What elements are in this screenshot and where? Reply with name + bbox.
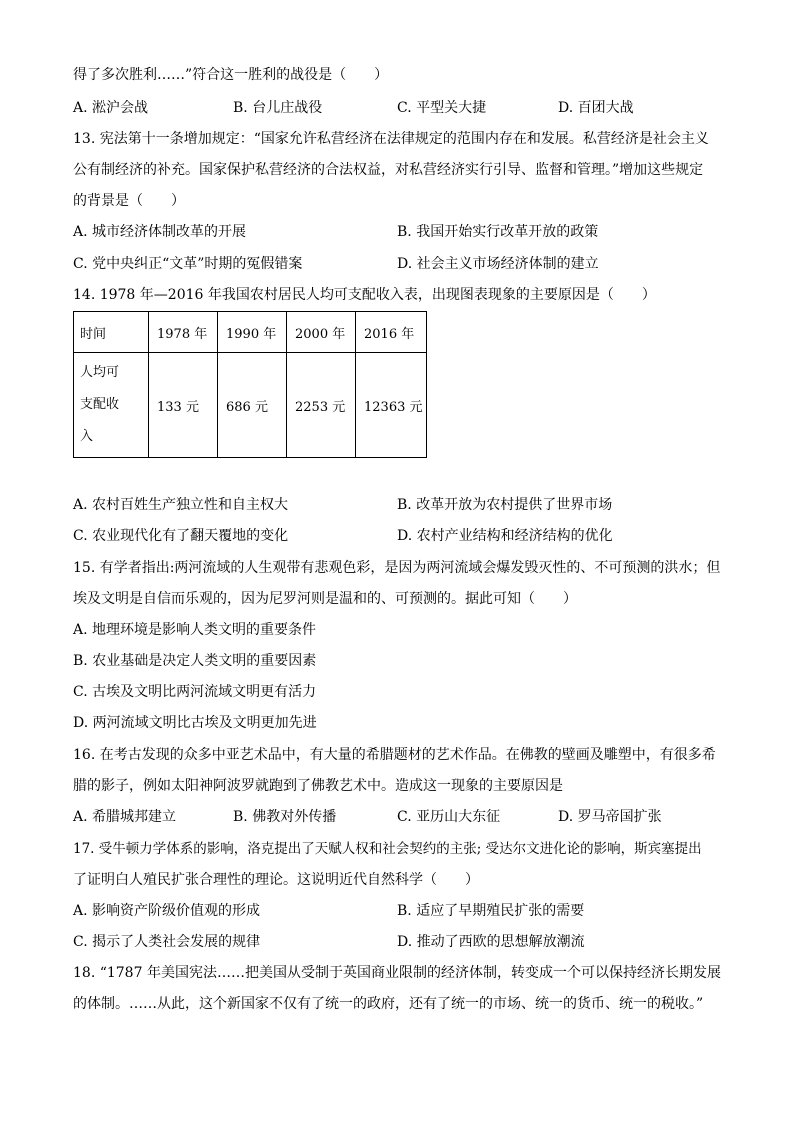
table-header-row xyxy=(74,312,427,353)
q12-option-d: D. 百团大战 xyxy=(558,100,634,116)
table-header-cell: 2016 年 xyxy=(356,312,427,353)
q16-stem-line-1: 16. 在考古发现的众多中亚艺术品中，有大量的希腊题材的艺术作品。在佛教的壁画及雕塑中，有很多希 xyxy=(73,747,716,763)
table-header-cell: 1990 年 xyxy=(218,312,287,353)
table-cell: 12363 元 xyxy=(356,353,427,458)
income-table xyxy=(73,311,427,458)
row-label-cell xyxy=(74,353,149,458)
q12-option-c: C. 平型关大捷 xyxy=(397,100,487,116)
q15-option-a: A. 地理环境是影响人类文明的重要条件 xyxy=(73,622,317,638)
table-cell: 686 元 xyxy=(218,353,287,458)
q15-option-b: B. 农业基础是决定人类文明的重要因素 xyxy=(73,653,317,669)
q15-option-c: C. 古埃及文明比两河流域文明更有活力 xyxy=(73,684,317,700)
q16-option-b: B. 佛教对外传播 xyxy=(233,809,337,825)
q14-stem: 14. 1978 年—2016 年我国农村居民人均可支配收入表，出现图表现象的主要原因是（ ） xyxy=(73,287,656,303)
q16-option-c: C. 亚历山大东征 xyxy=(397,809,501,825)
q14-option-d: D. 农村产业结构和经济结构的优化 xyxy=(397,528,613,544)
table-header-cell: 1978 年 xyxy=(149,312,218,353)
q12-stem: 得了多次胜利……”符合这一胜利的战役是（ ） xyxy=(73,67,389,83)
q15-option-d: D. 两河流域文明比古埃及文明更加先进 xyxy=(73,715,317,731)
row-label-line: 人均可 xyxy=(80,365,120,380)
q12-option-a: A. 淞沪会战 xyxy=(73,100,149,116)
q13-stem-line-2: 公有制经济的补充。国家保护私营经济的合法权益，对私营经济实行引导、监督和管理。”增加这些规定 xyxy=(73,162,704,178)
q15-stem-line-2: 埃及文明是自信而乐观的，因为尼罗河则是温和的、可预测的。据此可知（ ） xyxy=(73,591,577,607)
q17-option-a: A. 影响资产阶级价值观的形成 xyxy=(73,903,261,919)
row-label-line: 支配收 xyxy=(80,397,120,412)
q13-option-b: B. 我国开始实行改革开放的政策 xyxy=(397,224,599,240)
q16-option-d: D. 罗马帝国扩张 xyxy=(558,809,662,825)
q16-option-a: A. 希腊城邦建立 xyxy=(73,809,177,825)
table-cell: 2253 元 xyxy=(287,353,356,458)
table-header-cell: 2000 年 xyxy=(287,312,356,353)
q13-option-a: A. 城市经济体制改革的开展 xyxy=(73,224,247,240)
q17-stem-line-1: 17. 受牛顿力学体系的影响，洛克提出了天赋人权和社会契约的主张; 受达尔文进化论的影响，斯宾塞提出 xyxy=(73,841,702,857)
q18-stem-line-1: 18. “1787 年美国宪法……把美国从受制于英国商业限制的经济体制，转变成一个可以保持经济长期发展 xyxy=(73,965,721,981)
table-header-cell: 时间 xyxy=(74,312,149,353)
q13-option-d: D. 社会主义市场经济体制的建立 xyxy=(397,256,599,272)
q14-option-c: C. 农业现代化有了翻天覆地的变化 xyxy=(73,528,289,544)
q16-stem-line-2: 腊的影子，例如太阳神阿波罗就跑到了佛教艺术中。造成这一现象的主要原因是 xyxy=(73,778,563,794)
q14-option-a: A. 农村百姓生产独立性和自主权大 xyxy=(73,497,289,513)
q17-option-b: B. 适应了早期殖民扩张的需要 xyxy=(397,903,585,919)
q12-option-b: B. 台儿庄战役 xyxy=(233,100,323,116)
table-row xyxy=(74,353,427,458)
q17-option-c: C. 揭示了人类社会发展的规律 xyxy=(73,934,261,950)
q14-option-b: B. 改革开放为农村提供了世界市场 xyxy=(397,497,613,513)
q17-option-d: D. 推动了西欧的思想解放潮流 xyxy=(397,934,585,950)
q17-stem-line-2: 了证明白人殖民扩张合理性的理论。这说明近代自然科学（ ） xyxy=(73,872,479,888)
q13-stem-line-3: 的背景是（ ） xyxy=(73,193,185,209)
table-cell: 133 元 xyxy=(149,353,218,458)
q13-option-c: C. 党中央纠正“文革”时期的冤假错案 xyxy=(73,256,303,272)
q13-stem-line-1: 13. 宪法第十一条增加规定：“国家允许私营经济在法律规定的范围内存在和发展。私营经济是社会主义 xyxy=(73,131,709,147)
q18-stem-line-2: 的体制。……从此，这个新国家不仅有了统一的政府，还有了统一的市场、统一的货币、统一的税收。” xyxy=(73,996,704,1012)
q15-stem-line-1: 15. 有学者指出:两河流域的人生观带有悲观色彩，是因为两河流域会爆发毁灭性的、不可预测的洪水；但 xyxy=(73,560,721,576)
row-label-line: 入 xyxy=(80,429,94,444)
